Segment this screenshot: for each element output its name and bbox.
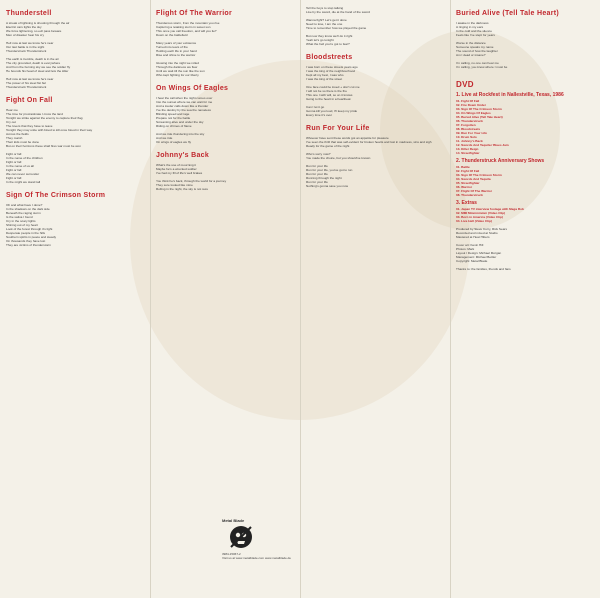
lyric-line: Kept all my best, I was who [306,73,344,77]
panel-fold [150,0,151,598]
credit-line: Copyright: Metal Blade [456,259,488,263]
lyric-line: Time to remember how we played the game [306,26,367,30]
lyric-line: He bounds his head of steel and lets the killer [6,69,69,73]
dvd-track: 10. Drum Solo [456,135,477,139]
panel-3 [306,6,444,592]
lyric-line: Rise and shine to the warrior [156,53,196,57]
dvd-track: 03. Sign Of The Crimson Storm [456,107,502,111]
lyric-line: Ready for the game of the night [306,144,350,148]
section-gap [156,144,294,148]
lyric-line: Hell now at last we know he's near [6,41,54,45]
dvd-track: 07. Flight Of The Warrior [456,189,492,193]
credit-line: Photos: Mark [456,247,475,251]
lyric-line: Wanna fight? Let's get it done [306,18,347,22]
lyric-line: Running through the night [306,176,342,180]
lyric-line: Tonight we strike against the enemy to capture their flag [6,116,83,120]
dvd-track: 05. Streetfighter [456,181,480,185]
song-title: Flight Of The Warrior [156,10,233,17]
dvd-track: 03. Born in America (Video Clip) [456,215,503,219]
dvd-track: 01. Fight Of Fall [456,99,480,103]
lyric-line: Riding on chimes of flame [156,124,192,128]
lyric-line: Men of disaster hear his cry [6,33,44,37]
lyric-line: Hell now at last we know he's near [6,77,54,81]
lyric-line: Cry in the scary lights [6,219,36,223]
lyric-line: Run for your life [306,172,328,176]
panel-1 [6,6,144,592]
dvd-track: 09. Run For Your Life [456,131,487,135]
lyric-line: Nothing's gonna save you now [306,184,349,188]
dvd-track: 14. Streetfighter [456,151,480,155]
dvd-track: 04. Live Hell (Video Clip) [456,219,492,223]
lyric-line: And a louder calls down like a thunder [156,104,209,108]
lyric-line: Down on the battlefield [156,33,188,37]
lyric-line: Look of the forest through it's light [6,227,53,231]
section-gap [6,184,144,188]
credit-line: Management: Michael Bettler [456,255,497,259]
section-gap [6,247,144,251]
lyric-line: What the hell you're got to fear? [306,42,350,46]
lyric-line: You made the choice, but you should've known [306,156,371,160]
lyric-line: But now they know we'll do it right [306,34,353,38]
dvd-title: DVD [456,80,474,89]
lyric-line: Feels like I've slept for years [456,33,495,37]
lyric-line: Is the saliva I found [6,215,33,219]
lyric-line: Thunderstruck Thunderstruck [6,49,47,53]
lyric-line: Prepare not for the battle [156,116,191,120]
dvd-live-heading: 1. Live at Rockfest in Nallestville, Texas, 1986 [456,92,564,98]
lyric-line: Run for your life [306,180,328,184]
song-title: Johnny's Back [156,152,210,159]
dvd-track: 02. MMI Mmmmmmm (Video Clip) [456,211,506,215]
lyric-line: The lovers that they have to leave [6,124,53,128]
lyric-line: Through the darkness we flew [156,65,198,69]
lyric-line: In the name of the children [6,156,43,160]
lyric-line: The power of his steel fist fiel [6,81,46,85]
lyric-line: Worse in the distance [456,41,486,45]
lyric-line: Someone speaks my name [456,45,494,49]
lyric-line: The city grounded, death is everywhere [6,61,61,65]
metal-blade-logo-icon [228,524,254,550]
section-gap [156,191,294,195]
lyric-line: In the cold and the silence [456,29,492,33]
dvd-track: 01. Japan TV interview footage with Mega Rob [456,207,524,211]
lyric-line: And we ride [156,136,173,140]
lyric-line: Tell the boys to stop talking [306,6,344,10]
lyric-line: Southern spirits in peace and steady [6,235,57,239]
panel-4 [456,6,594,592]
lyric-line: Holding each life in your hand [156,49,197,53]
lyric-line: And we ride thundering into the sky [156,132,205,136]
lyric-line: Going to the heart in a heartbeat [306,97,351,101]
lyric-line: I've the destiny by the sea the nameless [156,108,211,112]
credit-line: Thanks to: the families, friends and fans [456,267,511,271]
lyric-line: I was born on these streets years ago [306,65,358,69]
catalog-id: 3984-15067-2 [222,552,241,556]
lyric-line: Screaming alive and under the sky [156,120,204,124]
lyric-line: What's the use of mourning it [156,163,196,167]
dvd-track: 08. Thunderstruck [456,193,483,197]
dvd-extras-heading: 3. Extras [456,200,477,206]
dvd-track: 08. Bloodstreets [456,127,481,131]
dvd-track: 13. Killer Reign [456,147,479,151]
lyric-line: They sure looked like mine [156,183,193,187]
lyric-line: They are victims of thunderstorm [6,243,52,247]
section-gap [456,69,594,73]
lyric-line: A ringing in my ears [456,25,484,29]
section-gap [6,89,144,93]
lyric-line: Every time it's over [306,113,333,117]
dvd-track: 06. Thunderstruck [456,119,483,123]
credit-line: Recorded and mixed at Studio [456,231,498,235]
lyric-line: Beneath the raging storm [6,211,41,215]
lyric-line: Cry out [6,120,16,124]
lyric-line: I awake in the darkness [456,21,489,25]
lyric-line: Whoever have sent these words got an appetite for pleasure [306,136,389,140]
lyric-line: I've seen the thrill that was self-evident for broken hearts and lost in madness, sins and sigh [306,140,432,144]
lyric-line: They marsh [6,136,23,140]
lyric-line: Across the fields [6,132,29,136]
credit-line: Produced by Steve Curry, Rick Sears [456,227,508,231]
lyric-line: Can I let it go [306,105,325,109]
dvd-anniversary-heading: 2. Thunderstruck Anniversary Shows [456,158,545,164]
lyric-line: Our last battle is in the sight [6,45,45,49]
lyric-line: Run for your life [306,164,328,168]
lyric-line: I'm calling, you know where I must be [456,65,508,69]
lyric-line: The time for procrastinate l cross the land [6,112,63,116]
dvd-track: 05. Buried Alive (Tell Tale Heart) [456,115,503,119]
lyric-line: This once you call freedom, and will you lie? [156,29,217,33]
song-title: Buried Alive (Tell Tale Heart) [456,10,560,17]
lyric-line: One face could be loved + don't cut me [306,85,360,89]
logo-label: Metal Blade [222,518,245,523]
dvd-track: 04. On Wings Of Eagles [456,111,491,115]
panel-2 [156,6,294,592]
footer-url: Visit us at www.metalblade.com www.metalblade.de [222,556,291,560]
lyric-line: Blinding speed and rage [156,112,190,116]
lyric-line: Need to lose, I am the one [306,22,343,26]
lyric-line: A streak of lightning is shooting through the air [6,21,70,25]
song-title: Bloodstreets [306,54,353,61]
dvd-track: 06. Warrior [456,185,473,189]
dvd-track: 12. Swords And Tequila / Blues Jam [456,143,509,147]
lyric-line: Turned into tears of fire [156,45,188,49]
lyric-line: Am I dead or insane? [456,53,486,57]
lyric-line: Maybe he's a wrecked soldier [156,167,197,171]
lyric-line: Thunderstruck Thunderstruck [6,85,47,89]
lyric-line: Yeah let's go tonight [306,38,334,42]
catalog-number [222,552,291,560]
lyric-line: I was the king of the street [306,77,343,81]
lyric-line: In the shadows on the dark side [6,207,50,211]
lyric-line: Fight or fall [6,152,22,156]
lyric-line: Live by the sword, die at the hand of the sword [306,10,370,14]
lyric-line: On thousands they have lost [6,239,46,243]
dvd-track: 04. Swords And Tequila [456,177,491,181]
lyric-line: The sound of how the laughter [456,49,498,53]
panel-fold [300,0,301,598]
lyric-line: Run for your life, you've got to run [306,168,353,172]
dvd-track: 03. Sign Of The Crimson Storm [456,173,502,177]
lyric-line: Who kept fighting for our liberty [156,73,199,77]
panel-fold [450,0,451,598]
section-gap [306,117,444,121]
lyric-line: But on their horizons these shall fires war must be won [6,144,81,148]
lyric-line: Thunderous storm, from the mountain you rise [156,21,220,25]
lyric-line: Into the sunset where we can wait for me [156,100,213,104]
lyric-line: I was the king of the neighbourhood [306,69,356,73]
lyric-line: In the name of us all [6,164,34,168]
lyric-line: Fight or fall [6,160,22,164]
credit-line: Mastered at Heat Hitters [456,235,490,239]
song-title: Sign Of The Crimson Storm [6,192,106,199]
lyric-line: Oh and what have I done? [6,203,43,207]
credit-line: Layout / Design: Michael Morgan [456,251,502,255]
lyric-line: Gonna kill you loud, I'll keep my pride [306,109,358,113]
lyric-line: I will not be so there is the fire [306,89,347,93]
lyric-line: This one I with will, so on it knows [306,93,353,97]
lyric-line: We can never surrender [6,172,40,176]
lyric-line: Electric cars lights the sky [6,25,42,29]
lyric-line: Their kids must be done [6,140,40,144]
lyric-line: Glowing into the night we rolled [156,61,199,65]
credit-line: Cover art: Kevin Hill [456,243,484,247]
lyric-line: Desperate people in the hills [6,231,46,235]
lyric-line: Who's sorry now? [306,152,331,156]
lyric-line: I've had my fill of life's well brakes [156,171,203,175]
song-title: On Wings Of Eagles [156,85,229,92]
section-gap [156,77,294,81]
lyric-line: And from the burning sky we see the soldier fly [6,65,71,69]
lyric-line: Hear me [6,108,18,112]
lyric-line: I hear the call when the night comes over [156,96,213,100]
lyric-line: You think he's back, through the world for a journey [156,179,227,183]
dvd-track: 02. Fight Of Fall [456,169,480,173]
lyric-line: Rolling in the night, the sky is not sure [156,187,209,191]
lyric-line: In the might we stand tall [6,180,41,184]
dvd-track: 07. Forgotten [456,123,476,127]
lyric-line: Many years of your existence [156,41,197,45]
lyric-line: Until we wait till the sun like the sun [156,69,205,73]
section-gap [306,188,444,192]
lyric-line: On wings of eagles we fly [156,140,192,144]
dvd-track: 11. Johnny's Back [456,139,483,143]
lyric-line: I'm calling, no one can hear me [456,61,499,65]
song-title: Run For Your Life [306,125,370,132]
lyric-line: Shining out of my heart [6,223,38,227]
section-gap [306,46,444,50]
dvd-track: 01. Battle [456,165,470,169]
lyric-line: Tonight they may unite with blood to kill once blood in their way [6,128,93,132]
song-title: Fight On Fall [6,97,53,104]
lyric-line: Fight or fall [6,168,22,172]
lyric-line: Fight or fall [6,176,22,180]
lyric-line: The earth is tremble, death is in the air [6,57,59,61]
lyric-line: We force lightening, so evil pass beware [6,29,62,33]
dvd-track: 02. Fire Down Under [456,103,486,107]
song-title: Thunderstell [6,10,52,17]
lyric-line: Capturing a retaking storm in sweet sun [156,25,211,29]
